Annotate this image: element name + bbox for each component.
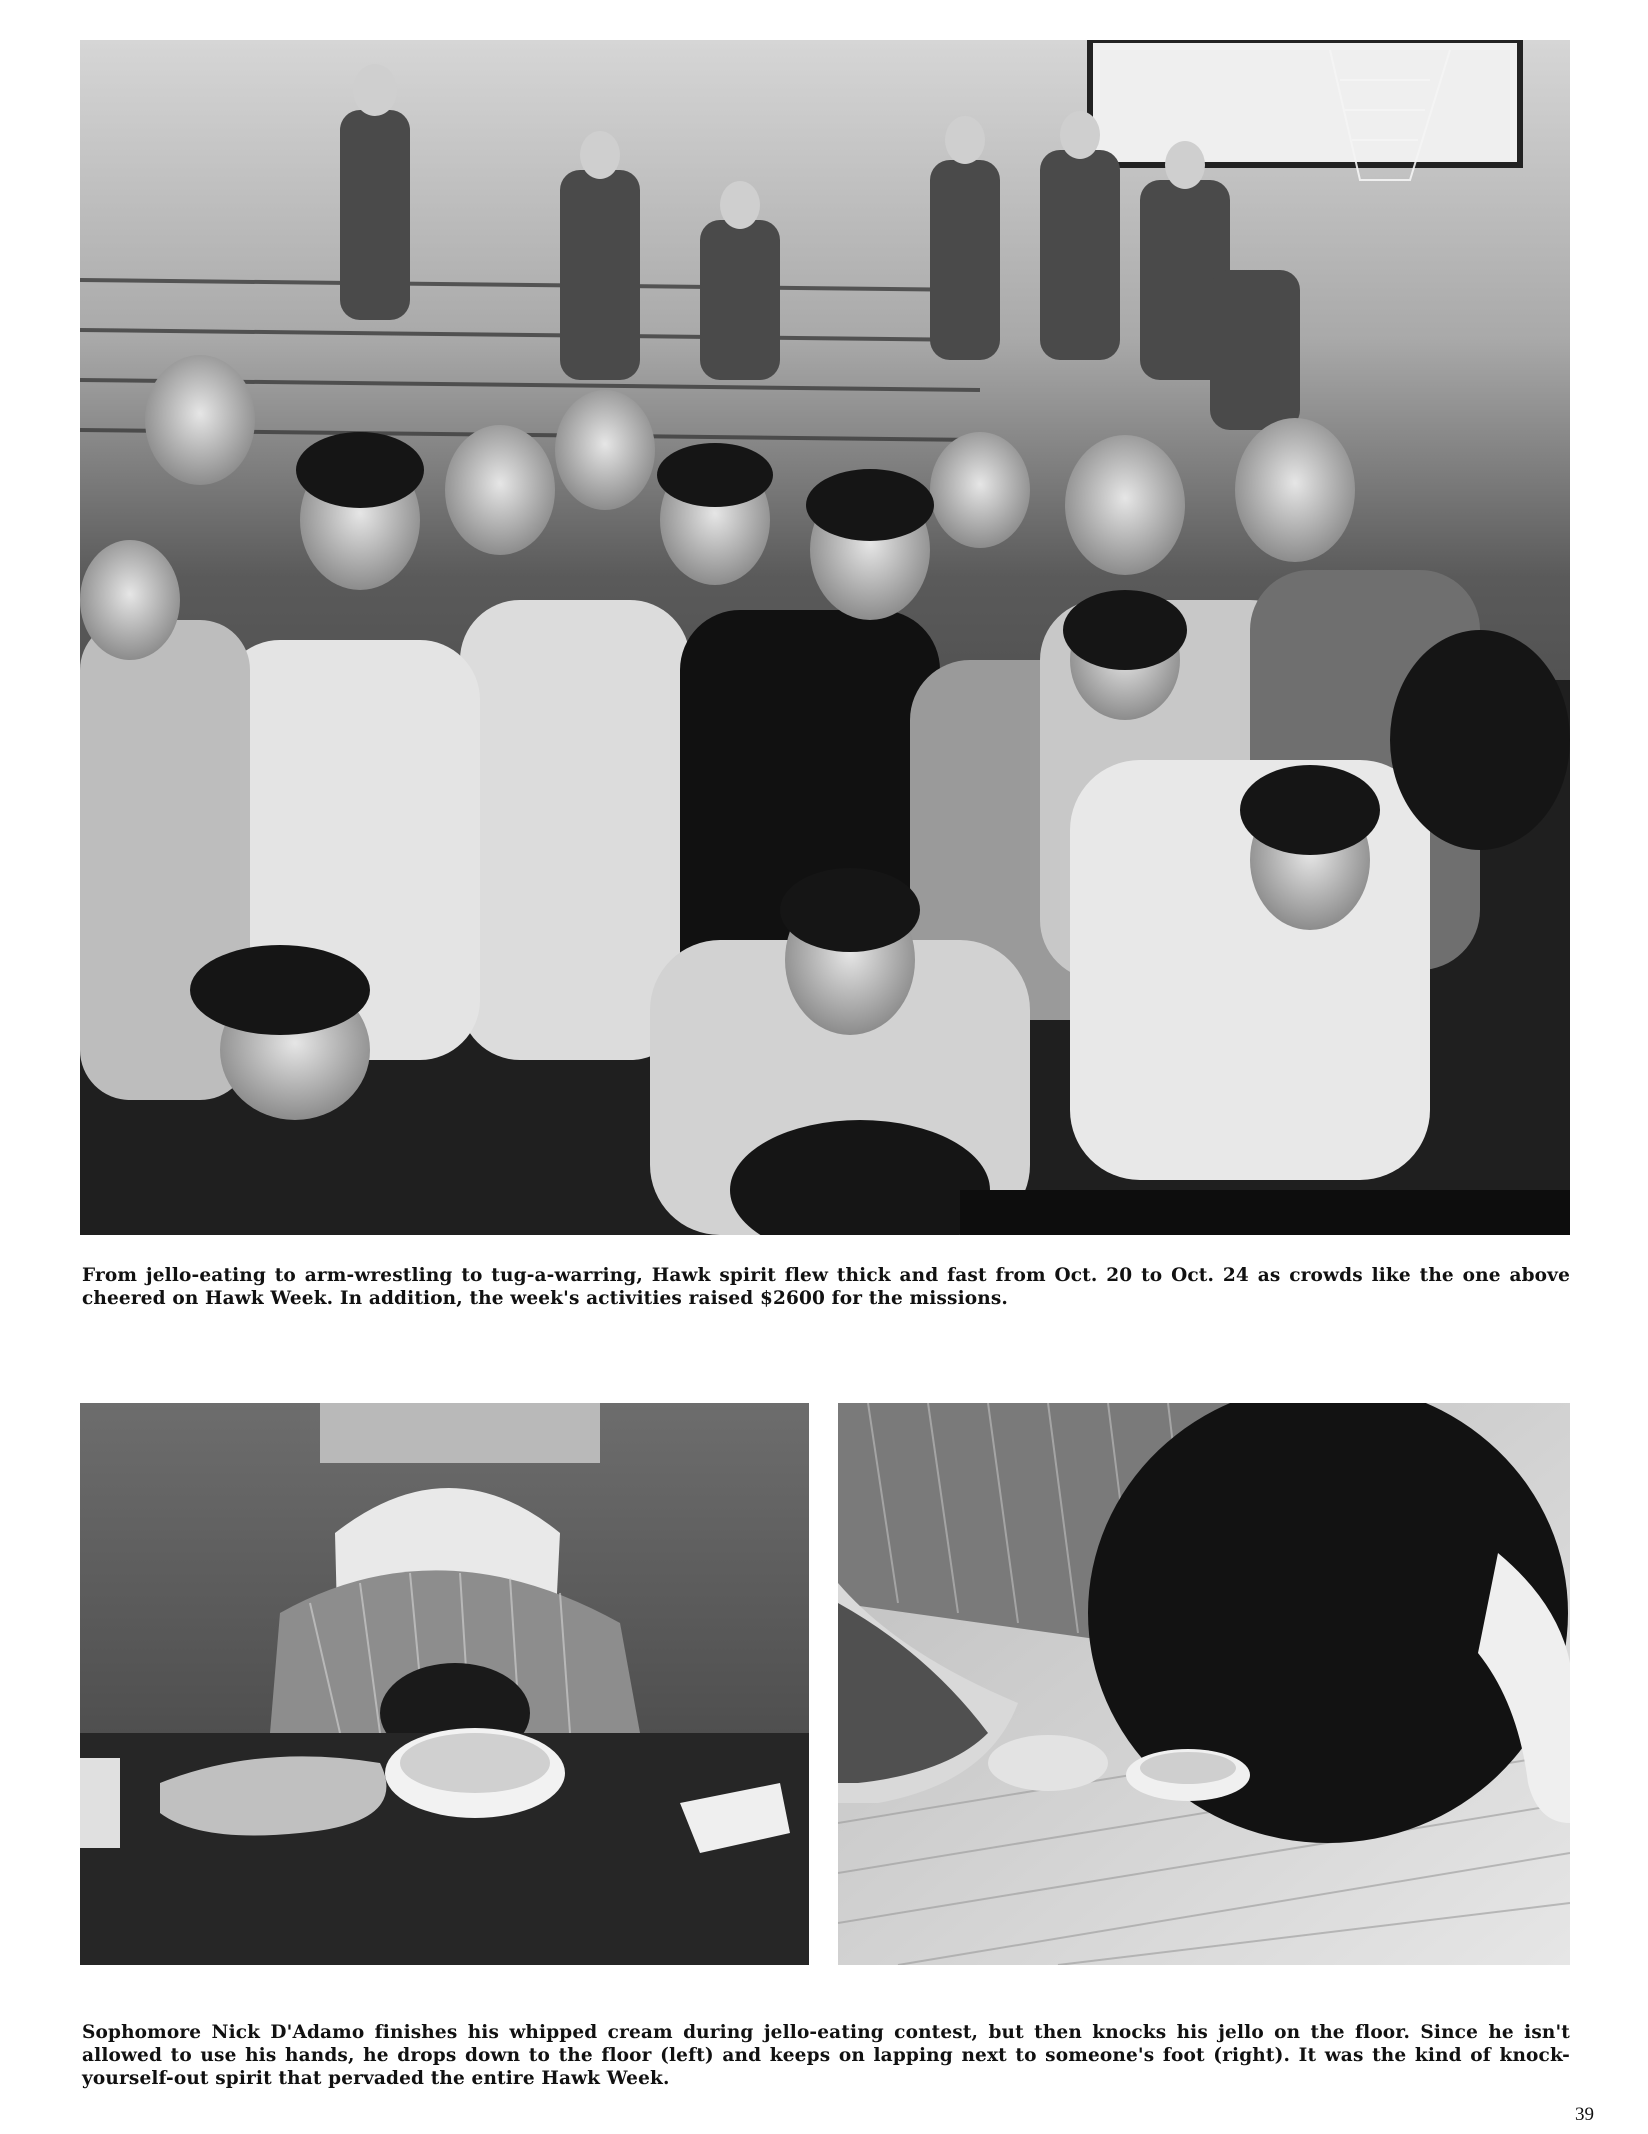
top-photo-caption: From jello-eating to arm-wrestling to tug-a-warring, Hawk spirit flew thick and fast from Oct. 20 to Oct. 24 as crowds like the one above cheered on Hawk Week. In addition, the week's activities raised $2600 for the missions.	[82, 1265, 1570, 1309]
crowd-photo	[80, 40, 1570, 1235]
jello-eating-floor-photo	[838, 1403, 1570, 1965]
page-number: 39	[1575, 2104, 1594, 2125]
bottom-photos-caption: Sophomore Nick D'Adamo finishes his whipped cream during jello-eating contest, but then knocks his jello on the floor. Since he isn't allowed to use his hands, he drops down to the floor (left) and keeps on lapping next to someone's foot (right). It was the kind of knock-yourself-out spirit that pervaded the entire Hawk Week.	[82, 2022, 1570, 2089]
jello-eating-table-photo	[80, 1403, 809, 1965]
